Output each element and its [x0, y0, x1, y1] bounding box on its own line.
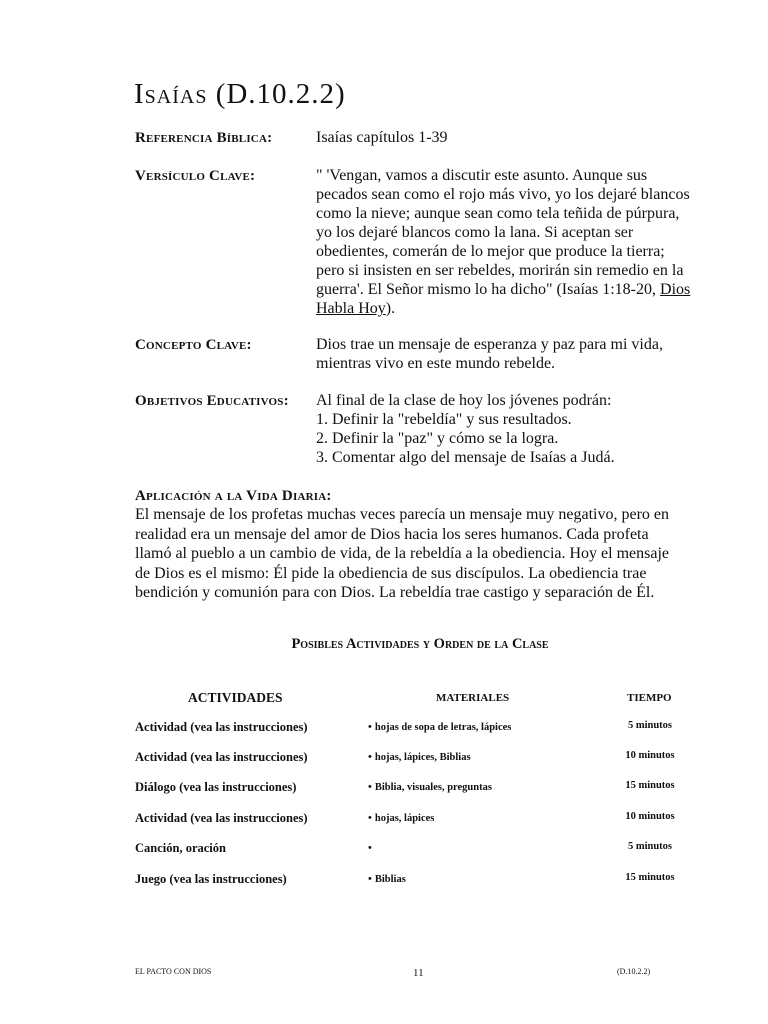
table-header-materiales: MATERIALES [436, 692, 510, 704]
application-line: El mensaje de los profetas muchas veces parecía un mensaje muy negativo, pero en [135, 506, 670, 523]
page-title [134, 78, 346, 111]
footer-left: EL PACTO CON DIOS [135, 967, 212, 976]
field-value [316, 166, 716, 318]
row-activity: Actividad (vea las instrucciones) [135, 750, 308, 764]
application-line: llamó al pueblo a un cambio de vida, de la rebeldía a la obediencia. Hoy el mensaje [135, 545, 670, 562]
table-row [0, 720, 768, 750]
field-line: Dios trae un mensaje de esperanza y paz para mi vida, [316, 336, 663, 353]
bullet-icon: • [368, 842, 372, 854]
row-materials-text: Biblias [374, 874, 406, 885]
footer-right: (D.10.2.2) [617, 967, 651, 976]
field-value [316, 391, 716, 467]
activities-heading: Posibles Actividades y Orden de la Clase [291, 636, 549, 652]
field-line: 2. Definir la "paz" y cómo se la logra. [316, 430, 559, 447]
table-row [0, 750, 768, 780]
field-line: pero si insisten en ser rebeldes, morirán sin remedio en la [316, 262, 684, 279]
field-line [316, 280, 716, 299]
bullet-icon: • [368, 873, 372, 885]
page-number: 11 [413, 967, 424, 979]
field-label: Referencia Bíblica: [135, 130, 273, 146]
row-time: 15 minutos [625, 872, 675, 883]
row-time: 10 minutos [625, 811, 675, 822]
bullet-icon: • [368, 781, 372, 793]
row-activity: Diálogo (vea las instrucciones) [135, 780, 297, 794]
page-title-text: Isaías (D.10.2.2) [134, 78, 346, 110]
application-label: Aplicación a la Vida Diaria: [135, 488, 332, 504]
row-time: 10 minutos [625, 750, 675, 761]
application-line: de Dios es el mismo: Él pide la obediencia de sus discípulos. La obediencia trae [135, 564, 647, 582]
field-line [316, 299, 716, 318]
table-row [0, 811, 768, 841]
field-value [316, 335, 716, 373]
field-line: yo los dejaré blancos como la lana. Si aceptan ser [316, 224, 634, 241]
underlined-source: Dios [660, 281, 691, 298]
field-line: mientras vivo en este mundo rebelde. [316, 355, 556, 372]
table-header-actividades: ACTIVIDADES [188, 690, 283, 705]
row-materials [368, 781, 492, 793]
table-row [0, 872, 768, 902]
field-line: pecados sean como el rojo más vivo, yo los dejaré blancos [316, 186, 690, 203]
table-row [0, 841, 768, 871]
field-line-text: guerra'. El Señor mismo lo ha dicho" (Isaías 1:18-20, [316, 281, 661, 298]
application-line: bendición y comunión para con Dios. La rebeldía trae castigo y separación de Él. [135, 584, 655, 601]
field-line: Al final de la clase de hoy los jóvenes podrán: [316, 392, 612, 409]
field-value [316, 128, 716, 147]
row-activity: Canción, oración [135, 841, 226, 855]
row-time: 5 minutos [627, 720, 673, 731]
row-materials-text: hojas, lápices [374, 813, 435, 824]
row-activity: Juego (vea las instrucciones) [135, 872, 287, 886]
field-line: obedientes, comerán de lo mejor que produce la tierra; [316, 243, 665, 260]
bullet-icon: • [368, 751, 372, 763]
field-label: Versículo Clave: [135, 168, 256, 184]
field-line: 3. Comentar algo del mensaje de Isaías a Judá. [316, 449, 615, 466]
field-line: 1. Definir la "rebeldía" y sus resultados. [316, 411, 572, 428]
row-materials-text: hojas de sopa de letras, lápices [374, 722, 512, 733]
field-line: Isaías capítulos 1-39 [316, 129, 448, 146]
row-activity: Actividad (vea las instrucciones) [135, 811, 308, 825]
bullet-icon: • [368, 812, 372, 824]
application-section [135, 487, 715, 603]
application-line: realidad era un mensaje del amor de Dios hacia los seres humanos. Cada profeta [135, 525, 649, 543]
row-materials [368, 751, 471, 763]
row-materials [368, 812, 434, 824]
row-time: 5 minutos [627, 841, 673, 852]
underlined-source: Habla Hoy [316, 300, 386, 317]
table-header-tiempo: TIEMPO [627, 692, 672, 704]
row-time: 15 minutos [625, 780, 675, 791]
field-label: Objetivos Educativos: [135, 393, 289, 409]
row-materials [368, 842, 375, 854]
row-activity: Actividad (vea las instrucciones) [135, 720, 308, 734]
field-line: " 'Vengan, vamos a discutir este asunto. Aunque sus [316, 167, 648, 184]
row-materials [368, 873, 406, 885]
row-materials [368, 721, 511, 733]
bullet-icon: • [368, 721, 372, 733]
field-line-text: ). [385, 300, 396, 317]
field-line: como la nieve; aunque sean como tela teñida de púrpura, [316, 205, 680, 222]
table-row [0, 780, 768, 810]
field-label: Concepto Clave: [135, 337, 252, 353]
row-materials-text: Biblia, visuales, preguntas [374, 782, 492, 793]
application-text [135, 505, 715, 603]
row-materials-text: hojas, lápices, Biblias [374, 752, 471, 763]
